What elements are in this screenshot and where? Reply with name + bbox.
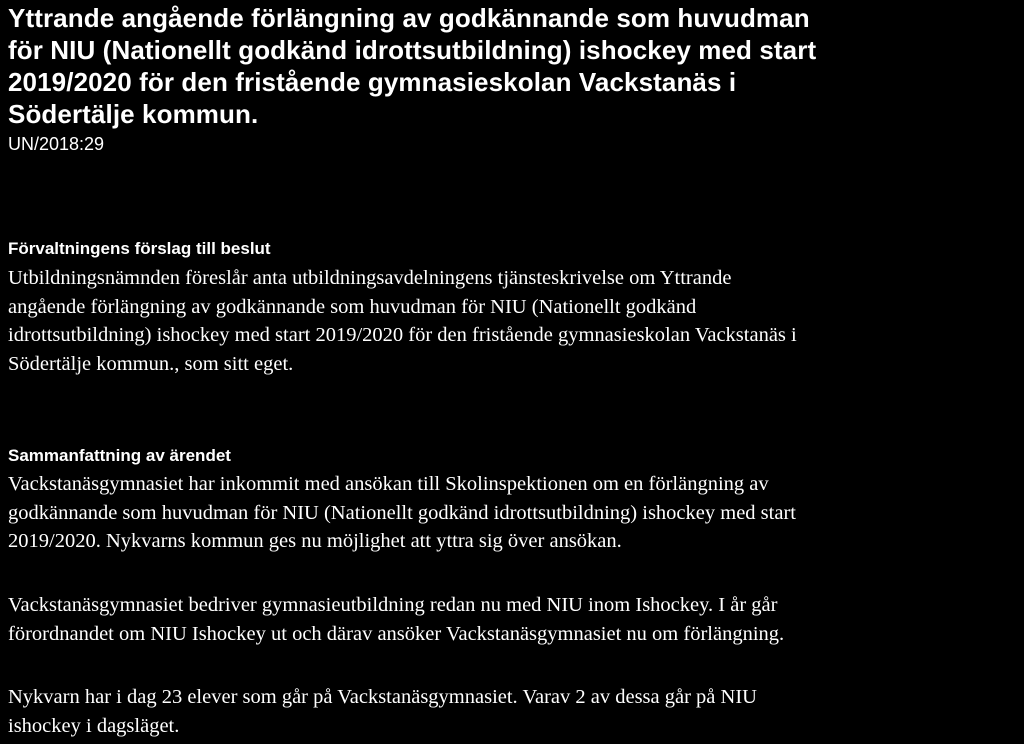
summary-paragraph-2 [8, 591, 1020, 648]
text-line: godkännande som huvudman för NIU (Nationellt godkänd idrottsutbildning) ishockey med start [8, 501, 796, 524]
text-line: Vackstanäsgymnasiet bedriver gymnasieutbildning redan nu med NIU inom Ishockey. I år går [8, 594, 778, 616]
text-line: ishockey i dagsläget. [8, 714, 180, 737]
reference-number: UN/2018:29 [8, 134, 105, 154]
title-line: 2019/2020 för den fristående gymnasieskolan Vackstanäs i [8, 67, 737, 97]
text-line: Södertälje kommun., som sitt eget. [8, 352, 294, 375]
summary-paragraph-1 [8, 470, 1020, 556]
summary-heading: Sammanfattning av ärendet [8, 446, 231, 465]
proposal-heading: Förvaltningens förslag till beslut [8, 239, 271, 258]
text-line: Vackstanäsgymnasiet har inkommit med ansökan till Skolinspektionen om en förlängning av [8, 473, 769, 495]
summary-paragraph-3 [8, 683, 1020, 740]
text-line: Nykvarn har i dag 23 elever som går på Vackstanäsgymnasiet. Varav 2 av dessa går på NIU [8, 686, 757, 708]
proposal-text [8, 264, 1020, 378]
text-line: Utbildningsnämnden föreslår anta utbildningsavdelningens tjänsteskrivelse om Yttrande [8, 267, 732, 289]
text-line: förordnandet om NIU Ishockey ut och därav ansöker Vackstanäsgymnasiet nu om förlängning. [8, 622, 785, 645]
title-line: för NIU (Nationellt godkänd idrottsutbildning) ishockey med start [8, 35, 817, 65]
text-line: angående förlängning av godkännande som huvudman för NIU (Nationellt godkänd [8, 295, 697, 318]
text-line: idrottsutbildning) ishockey med start 2019/2020 för den fristående gymnasieskolan Vackstanäs i [8, 324, 797, 346]
document-title [8, 2, 1008, 130]
title-line: Yttrande angående förlängning av godkännande som huvudman [8, 3, 810, 33]
title-line: Södertälje kommun. [8, 99, 259, 129]
text-line: 2019/2020. Nykvarns kommun ges nu möjlighet att yttra sig över ansökan. [8, 530, 622, 552]
